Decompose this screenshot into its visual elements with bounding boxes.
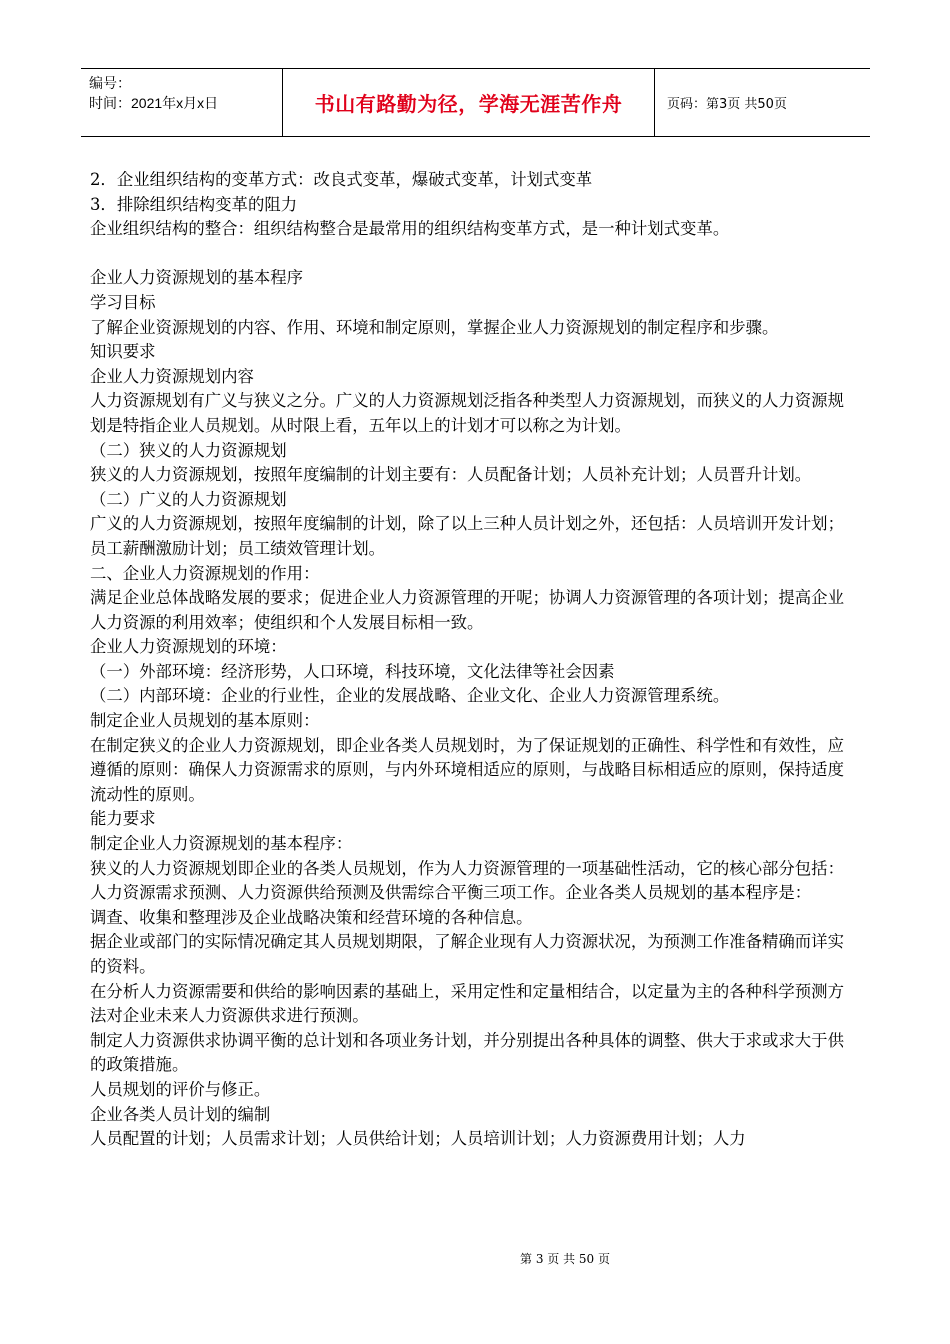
time-label: 时间：2021年x月x日 [89,95,219,111]
body-paragraph: 企业各类人员计划的编制 [90,1104,271,1124]
body-paragraph: 企业人力资源规划内容 [90,366,254,386]
body-paragraph [90,242,860,267]
body-paragraph: 调查、收集和整理涉及企业战略决策和经营环境的各种信息。 [90,907,533,927]
body-paragraph: 企业人力资源规划的环境： [90,637,287,657]
body-paragraph: （二）狭义的人力资源规划 [90,440,287,460]
body-paragraph: 在分析人力资源需要和供给的影响因素的基础上，采用定性和定量相结合，以定量为主的各种科学预测方法对企业未来人力资源供求进行预测。 [90,981,844,1026]
body-paragraph: 满足企业总体战略发展的要求；促进企业人力资源管理的开呢；协调人力资源管理的各项计划；提高企业人力资源的利用效率；使组织和个人发展目标相一致。 [90,588,844,632]
body-paragraph: 广义的人力资源规划，按照年度编制的计划，除了以上三种人员计划之外，还包括：人员培训开发计划；员工薪酬激励计划；员工绩效管理计划。 [90,514,844,558]
body-paragraph: 狭义的人力资源规划，按照年度编制的计划主要有：人员配备计划；人员补充计划；人员晋升计划。 [90,465,812,485]
body-paragraph: （一）外部环境：经济形势，人口环境，科技环境，文化法律等社会因素 [90,661,615,681]
body-paragraph: 人员规划的评价与修正。 [90,1079,271,1099]
page-header [81,68,870,137]
body-paragraph: 制定人力资源供求协调平衡的总计划和各项业务计划，并分别提出各种具体的调整、供大于求或求大于供的政策措施。 [90,1030,844,1075]
body-paragraph: 在制定狭义的企业人力资源规划，即企业各类人员规划时，为了保证规划的正确性、科学性和有效性，应遵循的原则：确保人力资源需求的原则，与内外环境相适应的原则，与战略目标相适应的原则，保持适度流动性的原则。 [90,735,844,804]
body-paragraph: 知识要求 [90,342,156,362]
body-paragraph: 二、企业人力资源规划的作用： [90,563,320,583]
body-paragraph: 制定企业人力资源规划的基本程序： [90,834,353,854]
body-paragraph: 企业组织结构的整合：组织结构整合是最常用的组织结构变革方式，是一种计划式变革。 [90,219,730,239]
body-paragraph: （二）内部环境：企业的行业性，企业的发展战略、企业文化、企业人力资源管理系统。 [90,686,730,706]
document-body [90,168,860,1152]
body-paragraph: 人力资源规划有广义与狭义之分。广义的人力资源规划泛指各种类型人力资源规划，而狭义的人力资源规划是特指企业人员规划。从时限上看，五年以上的计划才可以称之为计划。 [90,391,844,435]
body-paragraph: 人员配置的计划；人员需求计划；人员供给计划；人员培训计划；人力资源费用计划；人力 [90,1129,746,1149]
number-label: 编号： [89,75,131,91]
header-page-label: 页码：第3页 共50页 [667,97,787,112]
body-paragraph: 据企业或部门的实际情况确定其人员规划期限，了解企业现有人力资源状况，为预测工作准备精确而详实的资料。 [90,932,844,976]
body-paragraph: 企业人力资源规划的基本程序 [90,268,304,288]
header-motto: 书山有路勤为径，学海无涯苦作舟 [283,69,655,136]
body-paragraph: 了解企业资源规划的内容、作用、环境和制定原则，掌握企业人力资源规划的制定程序和步骤。 [90,317,779,337]
page-footer: 第 3 页 共 50 页 [520,1252,610,1266]
body-paragraph: 3．排除组织结构变革的阻力 [90,194,298,214]
header-meta [81,69,283,136]
body-paragraph: 2．企业组织结构的变革方式：改良式变革，爆破式变革，计划式变革 [90,170,593,189]
body-paragraph: 制定企业人员规划的基本原则： [90,711,320,731]
body-paragraph: （二）广义的人力资源规划 [90,489,287,509]
body-paragraph: 能力要求 [90,809,156,829]
body-paragraph: 学习目标 [90,292,156,312]
body-paragraph: 狭义的人力资源规划即企业的各类人员规划，作为人力资源管理的一项基础性活动，它的核心部分包括：人力资源需求预测、人力资源供给预测及供需综合平衡三项工作。企业各类人员规划的基本程序是： [90,858,844,903]
